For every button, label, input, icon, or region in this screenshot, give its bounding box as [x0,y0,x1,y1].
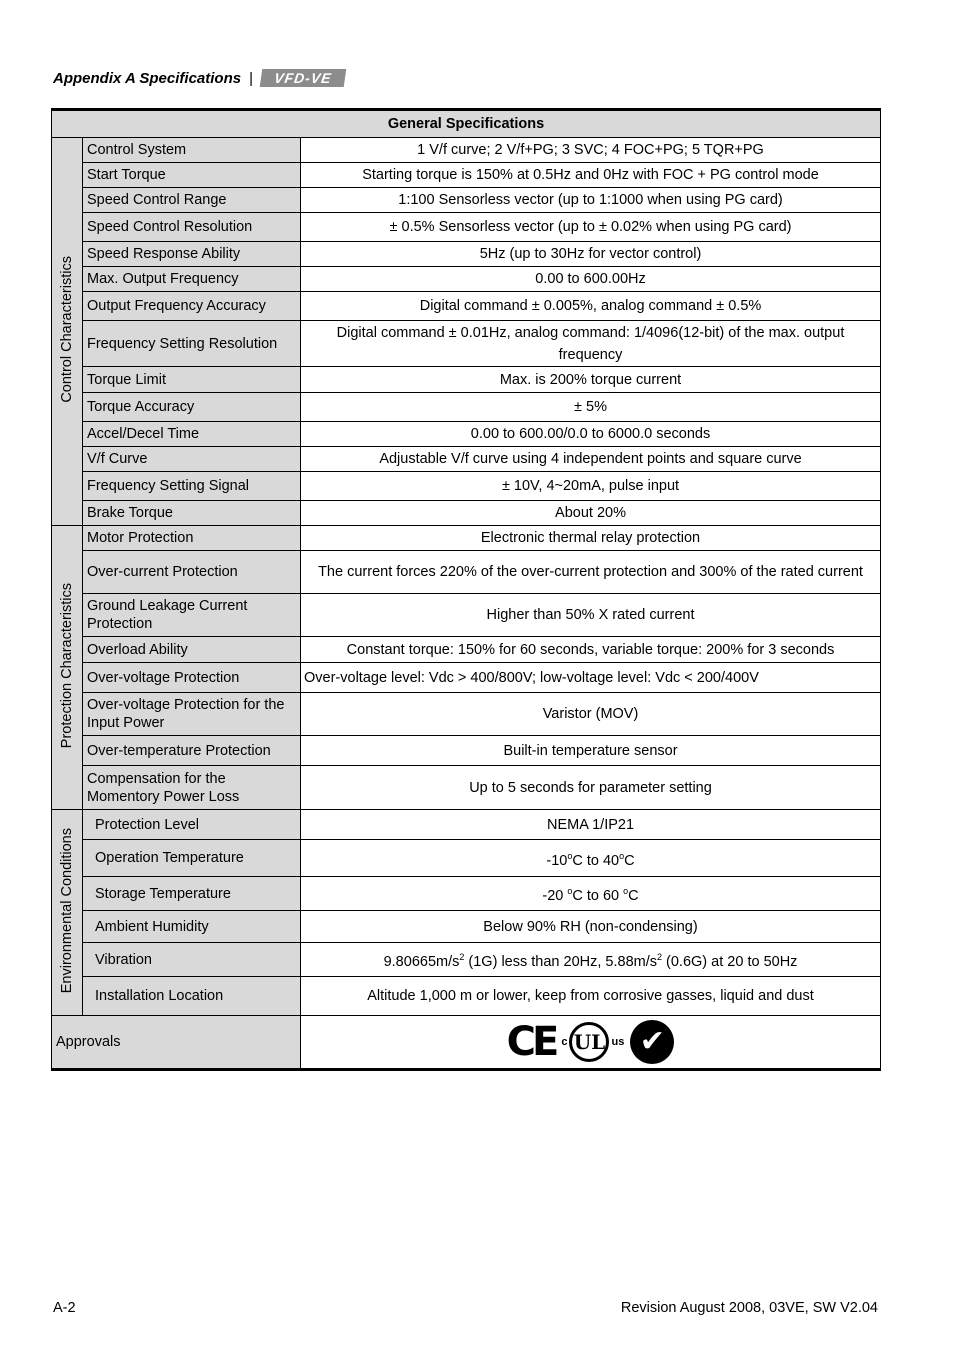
row-label: Installation Location [83,977,301,1016]
row-value: Constant torque: 150% for 60 seconds, variable torque: 200% for 3 seconds [301,637,881,663]
row-label: Over-voltage Protection [83,663,301,693]
row-value: Altitude 1,000 m or lower, keep from corrosive gasses, liquid and dust [301,977,881,1016]
row-value: ± 10V, 4~20mA, pulse input [301,472,881,501]
row-label: Brake Torque [83,501,301,526]
group-environmental: Environmental Conditions [52,810,83,1016]
row-value: ± 0.5% Sensorless vector (up to ± 0.02% when using PG card) [301,213,881,242]
row-value: Digital command ± 0.01Hz, analog command: 1/4096(12-bit) of the max. output frequency [301,321,881,367]
row-label: Compensation for the Momentory Power Loss [83,766,301,810]
cul-us-mark-icon: c UL us [561,1022,624,1062]
section-title: Appendix A Specifications [53,69,242,87]
page-header [53,68,345,88]
row-value: The current forces 220% of the over-current protection and 300% of the rated current [301,551,881,594]
row-label: Vibration [83,943,301,977]
row-value: Adjustable V/f curve using 4 independent points and square curve [301,447,881,472]
row-value: Higher than 50% X rated current [301,594,881,637]
row-value: Below 90% RH (non-condensing) [301,911,881,943]
row-value: NEMA 1/IP21 [301,810,881,840]
row-label: Control System [83,138,301,163]
row-value: 1 V/f curve; 2 V/f+PG; 3 SVC; 4 FOC+PG; 5 TQR+PG [301,138,881,163]
vfd-ve-logo: VFD-VE [260,69,347,87]
row-value: Max. is 200% torque current [301,367,881,393]
row-value: About 20% [301,501,881,526]
row-label: Ground Leakage Current Protection [83,594,301,637]
row-value: 5Hz (up to 30Hz for vector control) [301,242,881,267]
row-value: Electronic thermal relay protection [301,526,881,551]
row-label: Speed Control Resolution [83,213,301,242]
row-label: Frequency Setting Signal [83,472,301,501]
general-specifications-table [51,108,881,1071]
row-value: Built-in temperature sensor [301,736,881,766]
row-value: -10$^o$C to 40$^o$C [301,840,881,877]
row-label: V/f Curve [83,447,301,472]
revision-info: Revision August 2008, 03VE, SW V2.04 [620,1300,878,1316]
row-label: Storage Temperature [83,877,301,911]
row-label: Torque Accuracy [83,393,301,422]
row-label: Protection Level [83,810,301,840]
row-label: Torque Limit [83,367,301,393]
row-value: $9.80665m/s^2$ (1G) less than 20Hz, $5.88m/s^2$ (0.6G) at 20 to 50Hz [301,943,881,977]
row-label: Over-current Protection [83,551,301,594]
c-tick-mark-icon: ✔ [630,1020,674,1064]
row-value: Up to 5 seconds for parameter setting [301,766,881,810]
approvals-label: Approvals [52,1016,301,1070]
ce-mark-icon: CE [506,1019,556,1065]
row-label: Accel/Decel Time [83,422,301,447]
row-label: Max. Output Frequency [83,267,301,292]
row-value: -20 $^o$C to 60 $^o$C [301,877,881,911]
row-label: Output Frequency Accuracy [83,292,301,321]
row-value: Over-voltage level: Vdc > 400/800V; low-voltage level: Vdc < 200/400V [301,663,881,693]
group-protection: Protection Characteristics [52,526,83,810]
row-label: Ambient Humidity [83,911,301,943]
row-label: Operation Temperature [83,840,301,877]
row-label: Speed Response Ability [83,242,301,267]
row-value: ± 5% [301,393,881,422]
row-value: Digital command ± 0.005%, analog command ± 0.5% [301,292,881,321]
header-separator: | [249,69,253,87]
row-label: Overload Ability [83,637,301,663]
approvals-logos [301,1016,881,1070]
row-label: Frequency Setting Resolution [83,321,301,367]
row-label: Over-temperature Protection [83,736,301,766]
group-control: Control Characteristics [52,138,83,526]
row-label: Motor Protection [83,526,301,551]
row-value: 0.00 to 600.00Hz [301,267,881,292]
page-number: A-2 [53,1300,76,1316]
row-value: Varistor (MOV) [301,693,881,736]
row-label: Over-voltage Protection for the Input Power [83,693,301,736]
row-value: 1:100 Sensorless vector (up to 1:1000 when using PG card) [301,188,881,213]
row-value: 0.00 to 600.00/0.0 to 6000.0 seconds [301,422,881,447]
table-title: General Specifications [52,110,881,138]
row-label: Start Torque [83,163,301,188]
row-value: Starting torque is 150% at 0.5Hz and 0Hz with FOC + PG control mode [301,163,881,188]
row-label: Speed Control Range [83,188,301,213]
